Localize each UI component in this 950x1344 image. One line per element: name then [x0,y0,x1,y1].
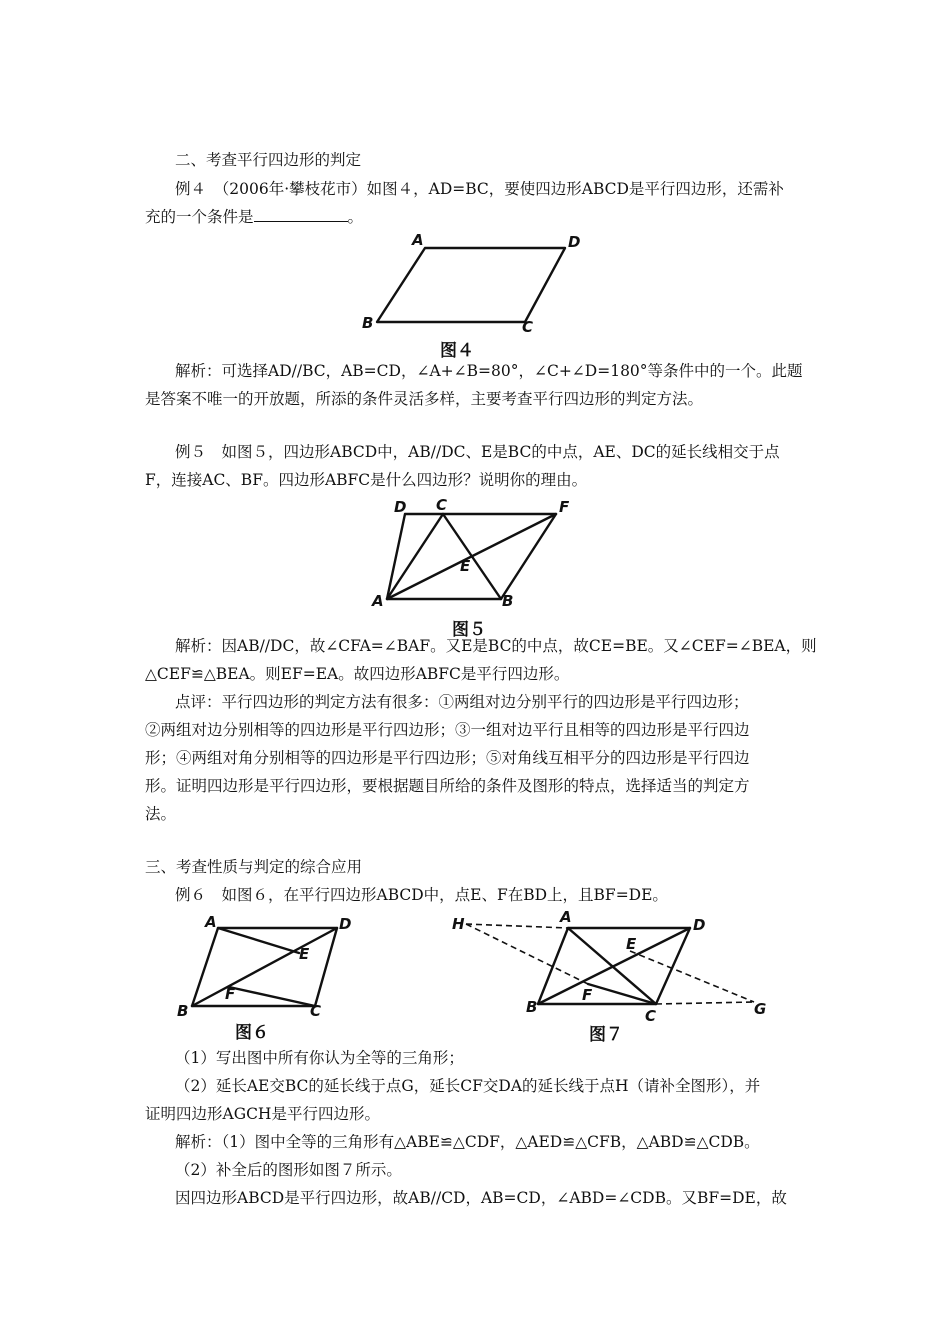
fig6-label-a: A [205,913,217,931]
fig7-label-b: B [526,998,538,1016]
fig6-ae [218,928,299,953]
fig7-caption: 图７ [589,1025,623,1045]
fig7-label-h: H [452,915,465,933]
ex4-answer-line1: 解析：可选择AD//BC，AB=CD，∠A+∠B=80°，∠C+∠D=180°等条件中的一个。此题 [175,362,803,380]
fig6-cf [229,987,315,1006]
fig4-label-a: A [412,231,424,249]
fig7-hc [466,924,588,984]
ex4-answer-line2: 是答案不唯一的开放题，所添的条件灵活多样，主要考查平行四边形的判定方法。 [145,390,704,408]
ex5-line1: 例５ 如图５，四边形ABCD中，AB//DC、E是BC的中点，AE、DC的延长线相交于点 [175,443,780,461]
ex6-question1: （1）写出图中所有你认为全等的三角形； [175,1049,464,1067]
figure-5 [368,495,588,645]
ex5-line2: F，连接AC、BF。四边形ABFC是什么四边形？说明你的理由。 [145,471,588,489]
fig5-bc [443,514,501,599]
fig6-label-c: C [310,1002,322,1020]
fig7-label-a: A [560,908,572,926]
fig7-label-g: G [754,1000,767,1018]
section2-heading: 二、考查平行四边形的判定 [175,151,362,169]
ex4-line2-text: 充的一个条件是 [145,208,254,226]
fig7-label-e: E [626,935,637,953]
fig4-caption: 图４ [440,341,474,361]
answer-blank [254,207,348,222]
figure-4 [360,232,590,362]
fig7-ha-extension [466,924,568,928]
ex6-answer-line3: 因四边形ABCD是平行四边形，故AB//CD，AB=CD，∠ABD=∠CDB。又BF=DE，故 [175,1189,787,1207]
fig5-label-f: F [559,498,570,516]
fig7-eg [630,951,754,1002]
fig7-label-d: D [693,916,706,934]
figure-6 [175,912,365,1047]
fig4-parallelogram [377,248,565,322]
fig5-label-c: C [436,496,448,514]
ex5-answer-line1: 解析：因AB//DC，故∠CFA=∠BAF。又E是BC的中点，故CE=BE。又∠CEF=∠BEA，则 [175,637,817,655]
fig4-label-b: B [362,314,374,332]
fig5-label-d: D [394,498,407,516]
fig6-caption: 图６ [235,1023,269,1043]
fig5-label-e: E [460,557,471,575]
ex6-question2-line1: （2）延长AE交BC的延长线于点G，延长CF交DA的延长线于点H（请补全图形），并 [175,1077,761,1095]
ex4-line1: 例４ （2006年·攀枝花市）如图４，AD=BC，要使四边形ABCD是平行四边形，还需补 [175,180,784,198]
fig4-label-d: D [568,233,581,251]
figure-7 [450,908,780,1048]
fig4-label-c: C [522,318,534,336]
fig6-label-d: D [339,915,352,933]
ex4-line2 [145,207,810,227]
ex6-answer-line2: （2）补全后的图形如图７所示。 [175,1161,402,1179]
ex5-review-line5: 法。 [145,805,177,823]
ex5-review-line4: 形。证明四边形是平行四边形，要根据题目所给的条件及图形的特点，选择适当的判定方 [145,777,750,795]
ex5-review-line2: ②两组对边分别相等的四边形是平行四边形；③一组对边平行且相等的四边形是平行四边 [145,721,750,739]
ex6-question2-line2: 证明四边形AGCH是平行四边形。 [145,1105,380,1123]
ex5-review-line1: 点评：平行四边形的判定方法有很多：①两组对边分别平行的四边形是平行四边形； [175,693,749,711]
ex5-review-line3: 形；④两组对角分别相等的四边形是平行四边形；⑤对角线互相平分的四边形是平行四边 [145,749,750,767]
section3-heading: 三、考查性质与判定的综合应用 [145,858,363,876]
fig6-label-e: E [299,945,310,963]
fig7-label-f: F [582,986,593,1004]
fig6-label-f: F [225,985,236,1003]
ex6-answer-line1: 解析：（1）图中全等的三角形有△ABE≌△CDF，△AED≌△CFB，△ABD≌△CDB。 [175,1133,760,1151]
fig6-label-b: B [177,1002,189,1020]
fig5-label-b: B [502,592,514,610]
fig7-label-c: C [645,1007,657,1025]
fig5-lines [387,514,556,599]
ex6-line1: 例６ 如图６，在平行四边形ABCD中，点E、F在BD上，且BF=DE。 [175,886,668,904]
ex5-answer-line2: △CEF≌△BEA。则EF=EA。故四边形ABFC是平行四边形。 [145,665,570,683]
ex4-line2-end: 。 [347,208,364,226]
fig5-caption: 图５ [452,620,486,640]
fig6-lines [192,928,337,1006]
fig7-cg-extension [656,1002,754,1004]
fig5-label-a: A [372,592,384,610]
